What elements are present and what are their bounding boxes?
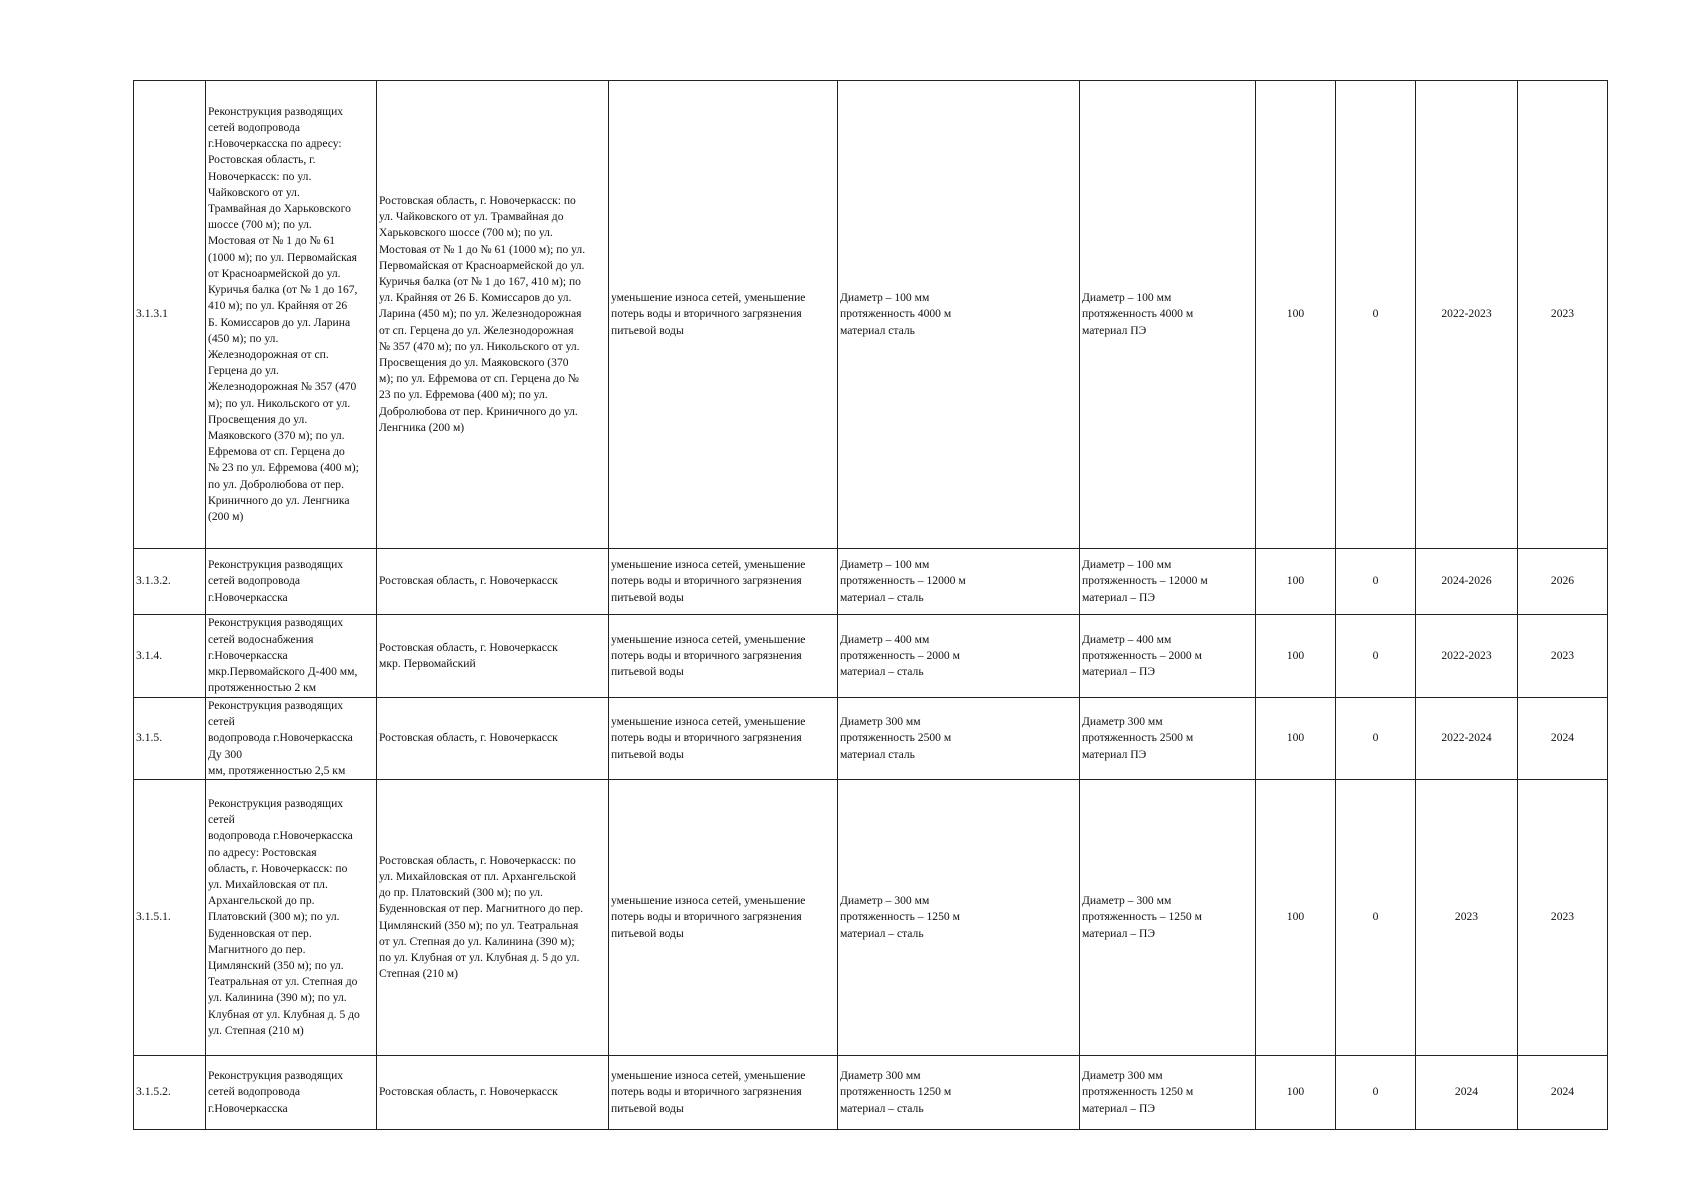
text-line: ул. Михайловская от пл. <box>208 878 328 891</box>
text-line: протяженность – 2000 м <box>1082 648 1202 662</box>
text-line: сетей водопровода <box>208 1085 301 1099</box>
text-line: Ростовская область, г. Новочеркасск <box>379 1085 558 1099</box>
year-cell: 2023 <box>1518 780 1608 1056</box>
value-cell: 100 <box>1256 549 1336 615</box>
text-line: по адресу: Ростовская <box>208 845 317 859</box>
text-line: Ленгника (200 м) <box>379 420 465 434</box>
text-line: питьевой воды <box>611 1101 684 1115</box>
name-cell <box>206 549 377 615</box>
text-line: ул. Крайняя от 26 Б. Комиссаров до ул. <box>379 291 572 305</box>
text-line: питьевой воды <box>611 590 684 604</box>
text-line: протяженность – 12000 м <box>1082 574 1208 588</box>
period-cell: 2022-2023 <box>1416 615 1518 698</box>
text-line: Диаметр 300 мм <box>1082 1069 1163 1083</box>
table-row <box>134 81 1608 549</box>
text-line: ул. Калинина (390 м); по ул. <box>208 991 347 1005</box>
text-line: шоссе (700 м); по ул. <box>208 218 312 232</box>
text-line: протяженностью 2 км <box>208 681 317 695</box>
text-line: Герцена до ул. <box>208 364 279 378</box>
text-line: от сп. Герцена до ул. Железнодорожная <box>379 323 574 337</box>
text-line: Чайковского от ул. <box>208 185 300 199</box>
value-cell: 100 <box>1256 1056 1336 1130</box>
text-line: Диаметр – 100 мм <box>840 291 930 305</box>
goal-cell <box>609 615 838 698</box>
text-line: по ул. Добролюбова от пер. <box>208 477 344 491</box>
address-cell <box>377 549 609 615</box>
table-row <box>134 615 1608 698</box>
goal-cell <box>609 1056 838 1130</box>
measures-table <box>133 80 1608 1130</box>
text-line: материал – сталь <box>840 665 924 679</box>
text-line: протяженность 4000 м <box>840 307 952 321</box>
table-row <box>134 1056 1608 1130</box>
text-line: потерь воды и вторичного загрязнения <box>611 1085 802 1099</box>
text-line: Ростовская область, г. Новочеркасск <box>379 640 558 654</box>
text-line: Диаметр 300 мм <box>840 715 921 729</box>
text-line: 23 по ул. Ефремова (400 м); по ул. <box>379 388 548 402</box>
value-cell: 0 <box>1336 615 1416 698</box>
text-line: г.Новочеркасска <box>208 590 288 604</box>
text-line: Куричья балка (от № 1 до 167, <box>208 283 358 297</box>
text-line: ул. Михайловская от пл. Архангельской <box>379 869 576 883</box>
after-cell <box>1080 549 1256 615</box>
text-line: (450 м); по ул. <box>208 331 279 345</box>
text-line: Просвещения до ул. <box>208 412 308 426</box>
before-cell <box>838 549 1080 615</box>
text-line: г.Новочеркасска <box>208 648 288 662</box>
text-line: Платовский (300 м); по ул. <box>208 910 340 924</box>
after-cell <box>1080 698 1256 780</box>
text-line: Куричья балка (от № 1 до 167, 410 м); по <box>379 274 581 288</box>
text-line: Реконструкция разводящих <box>208 699 344 712</box>
period-cell: 2024-2026 <box>1416 549 1518 615</box>
text-line: материал – ПЭ <box>1082 1101 1155 1115</box>
text-line: Новочеркасск: по ул. <box>208 169 312 183</box>
text-line: материал – ПЭ <box>1082 665 1155 679</box>
goal-cell <box>609 549 838 615</box>
text-line: уменьшение износа сетей, уменьшение <box>611 894 806 908</box>
text-line: протяженность 1250 м <box>840 1085 952 1099</box>
text-line: Диаметр – 400 мм <box>1082 632 1172 646</box>
before-cell <box>838 81 1080 549</box>
text-line: мм, протяженностью 2,5 км <box>208 763 346 777</box>
text-line: Диаметр 300 мм <box>1082 715 1163 729</box>
text-line: Магнитного до пер. <box>208 942 306 956</box>
table-body <box>134 81 1608 1130</box>
text-line: Реконструкция разводящих <box>208 796 344 810</box>
text-line: Архангельской до пр. <box>208 894 315 908</box>
period-cell: 2023 <box>1416 780 1518 1056</box>
after-cell <box>1080 615 1256 698</box>
goal-cell <box>609 698 838 780</box>
period-cell: 2022-2024 <box>1416 698 1518 780</box>
goal-cell <box>609 81 838 549</box>
text-line: потерь воды и вторичного загрязнения <box>611 307 802 321</box>
year-cell: 2024 <box>1518 698 1608 780</box>
text-line: Клубная от ул. Клубная д. 5 до <box>208 1007 360 1021</box>
text-line: Диаметр – 300 мм <box>840 894 930 908</box>
text-line: материал – ПЭ <box>1082 926 1155 940</box>
row-number-cell: 3.1.4. <box>134 615 206 698</box>
row-number-cell: 3.1.3.2. <box>134 549 206 615</box>
text-line: материал ПЭ <box>1082 323 1147 337</box>
text-line: Театральная от ул. Степная до <box>208 975 358 989</box>
address-cell <box>377 81 609 549</box>
year-cell: 2026 <box>1518 549 1608 615</box>
text-line: Реконструкция разводящих <box>208 104 344 118</box>
text-line: протяженность 2500 м <box>840 731 952 745</box>
text-line: Буденновская от пер. Магнитного до пер. <box>379 902 584 916</box>
before-cell <box>838 1056 1080 1130</box>
text-line: материал сталь <box>840 323 915 337</box>
text-line: протяженность – 1250 м <box>1082 910 1202 924</box>
table-row <box>134 780 1608 1056</box>
text-line: питьевой воды <box>611 926 684 940</box>
text-line: область, г. Новочеркасск: по <box>208 861 348 875</box>
text-line: Маяковского (370 м); по ул. <box>208 428 345 442</box>
text-line: Реконструкция разводящих <box>208 616 344 630</box>
after-cell <box>1080 81 1256 549</box>
text-line: мкр. Первомайский <box>379 657 476 670</box>
value-cell: 0 <box>1336 1056 1416 1130</box>
text-line: Ростовская область, г. Новочеркасск <box>379 731 558 745</box>
text-line: Ефремова от сп. Герцена до <box>208 445 345 459</box>
text-line: питьевой воды <box>611 323 684 337</box>
text-line: (1000 м); по ул. Первомайская <box>208 250 358 264</box>
text-line: уменьшение износа сетей, уменьшение <box>611 715 806 729</box>
text-line: Мостовая от № 1 до № 61 (1000 м); по ул. <box>379 242 586 256</box>
text-line: Степная (210 м) <box>379 967 458 981</box>
text-line: протяженность – 2000 м <box>840 648 960 662</box>
text-line: ул. Степная (210 м) <box>208 1023 304 1037</box>
text-line: Ростовская область, г. Новочеркасск <box>379 574 558 588</box>
text-line: Первомайская от Красноармейской до ул. <box>379 258 585 272</box>
text-line: 410 м); по ул. Крайняя от 26 <box>208 299 348 313</box>
text-line: мкр.Первомайского Д-400 мм, <box>208 665 358 679</box>
address-cell <box>377 1056 609 1130</box>
text-line: м); по ул. Никольского от ул. <box>208 396 351 410</box>
text-line: (200 м) <box>208 509 244 523</box>
value-cell: 100 <box>1256 81 1336 549</box>
text-line: ул. Чайковского от ул. Трамвайная до <box>379 210 564 224</box>
year-cell: 2023 <box>1518 615 1608 698</box>
name-cell <box>206 1056 377 1130</box>
text-line: материал – сталь <box>840 926 924 940</box>
text-line: № 23 по ул. Ефремова (400 м); <box>208 461 359 475</box>
text-line: водопровода г.Новочеркасска <box>208 829 353 843</box>
text-line: протяженность – 12000 м <box>840 574 966 588</box>
text-line: водопровода г.Новочеркасска <box>208 731 353 745</box>
row-number-cell: 3.1.3.1 <box>134 81 206 549</box>
value-cell: 100 <box>1256 698 1336 780</box>
text-line: от Красноармейской до ул. <box>208 266 341 280</box>
text-line: Железнодорожная от сп. <box>208 347 329 361</box>
address-cell <box>377 698 609 780</box>
text-line: сетей водопровода <box>208 121 301 135</box>
text-line: Диаметр – 100 мм <box>1082 291 1172 305</box>
text-line: Просвещения до ул. Маяковского (370 <box>379 356 569 369</box>
period-cell: 2022-2023 <box>1416 81 1518 549</box>
text-line: материал ПЭ <box>1082 747 1147 761</box>
text-line: сетей водоснабжения <box>208 632 314 646</box>
before-cell <box>838 780 1080 1056</box>
text-line: Диаметр – 300 мм <box>1082 894 1172 908</box>
row-number-cell: 3.1.5.1. <box>134 780 206 1056</box>
text-line: сетей <box>208 813 235 827</box>
text-line: Харьковского шоссе (700 м); по ул. <box>379 226 553 240</box>
text-line: по ул. Клубная от ул. Клубная д. 5 до ул. <box>379 950 580 964</box>
text-line: материал – сталь <box>840 1101 924 1115</box>
text-line: уменьшение износа сетей, уменьшение <box>611 291 806 305</box>
name-cell <box>206 698 377 780</box>
name-cell <box>206 81 377 549</box>
text-line: уменьшение износа сетей, уменьшение <box>611 632 806 646</box>
text-line: потерь воды и вторичного загрязнения <box>611 910 802 924</box>
text-line: до пр. Платовский (300 м); по ул. <box>379 886 543 900</box>
row-number-cell: 3.1.5.2. <box>134 1056 206 1130</box>
text-line: потерь воды и вторичного загрязнения <box>611 574 802 588</box>
text-line: протяженность 1250 м <box>1082 1085 1194 1099</box>
text-line: сетей водопровода <box>208 574 301 588</box>
text-line: протяженность 2500 м <box>1082 731 1194 745</box>
text-line: материал сталь <box>840 747 915 761</box>
text-line: Буденновская от пер. <box>208 926 312 940</box>
text-line: Мостовая от № 1 до № 61 <box>208 234 336 248</box>
address-cell <box>377 615 609 698</box>
value-cell: 0 <box>1336 81 1416 549</box>
text-line: уменьшение износа сетей, уменьшение <box>611 1069 806 1083</box>
text-line: Трамвайная до Харьковского <box>208 202 351 216</box>
before-cell <box>838 698 1080 780</box>
table-row <box>134 549 1608 615</box>
text-line: Ростовская область, г. Новочеркасск: по <box>379 193 576 207</box>
text-line: Ларина (450 м); по ул. Железнодорожная <box>379 307 582 321</box>
year-cell: 2023 <box>1518 81 1608 549</box>
text-line: Ростовская область, г. Новочеркасск: по <box>379 853 576 867</box>
value-cell: 0 <box>1336 549 1416 615</box>
value-cell: 100 <box>1256 780 1336 1056</box>
text-line: питьевой воды <box>611 747 684 761</box>
name-cell <box>206 615 377 698</box>
text-line: протяженность – 1250 м <box>840 910 960 924</box>
text-line: Реконструкция разводящих <box>208 558 344 572</box>
text-line: № 357 (470 м); по ул. Никольского от ул. <box>379 339 580 353</box>
after-cell <box>1080 1056 1256 1130</box>
before-cell <box>838 615 1080 698</box>
after-cell <box>1080 780 1256 1056</box>
text-line: Ду 300 <box>208 747 242 761</box>
value-cell: 0 <box>1336 780 1416 1056</box>
name-cell <box>206 780 377 1056</box>
text-line: г.Новочеркасска по адресу: <box>208 137 342 151</box>
text-line: Диаметр – 100 мм <box>840 558 930 572</box>
text-line: протяженность 4000 м <box>1082 307 1194 321</box>
text-line: Цимлянский (350 м); по ул. <box>208 959 344 973</box>
text-line: Цимлянский (350 м); по ул. Театральная <box>379 918 579 932</box>
text-line: потерь воды и вторичного загрязнения <box>611 648 802 662</box>
text-line: Диаметр 300 мм <box>840 1069 921 1083</box>
text-line: м); по ул. Ефремова от сп. Герцена до № <box>379 372 579 386</box>
text-line: сетей <box>208 715 235 729</box>
value-cell: 100 <box>1256 615 1336 698</box>
goal-cell <box>609 780 838 1056</box>
value-cell: 0 <box>1336 698 1416 780</box>
row-number-cell: 3.1.5. <box>134 698 206 780</box>
year-cell: 2024 <box>1518 1056 1608 1130</box>
address-cell <box>377 780 609 1056</box>
text-line: потерь воды и вторичного загрязнения <box>611 731 802 745</box>
text-line: от ул. Степная до ул. Калинина (390 м); <box>379 934 575 948</box>
text-line: Железнодорожная № 357 (470 <box>208 380 357 394</box>
text-line: уменьшение износа сетей, уменьшение <box>611 558 806 572</box>
period-cell: 2024 <box>1416 1056 1518 1130</box>
text-line: Б. Комиссаров до ул. Ларина <box>208 315 351 329</box>
text-line: Добролюбова от пер. Криничного до ул. <box>379 404 578 418</box>
table-row <box>134 698 1608 780</box>
text-line: г.Новочеркасска <box>208 1101 288 1115</box>
text-line: Диаметр – 400 мм <box>840 632 930 646</box>
text-line: Реконструкция разводящих <box>208 1069 344 1083</box>
text-line: Диаметр – 100 мм <box>1082 558 1172 572</box>
text-line: Ростовская область, г. <box>208 153 316 167</box>
text-line: питьевой воды <box>611 665 684 679</box>
text-line: Криничного до ул. Ленгника <box>208 493 350 507</box>
text-line: материал – сталь <box>840 590 924 604</box>
text-line: материал – ПЭ <box>1082 590 1155 604</box>
